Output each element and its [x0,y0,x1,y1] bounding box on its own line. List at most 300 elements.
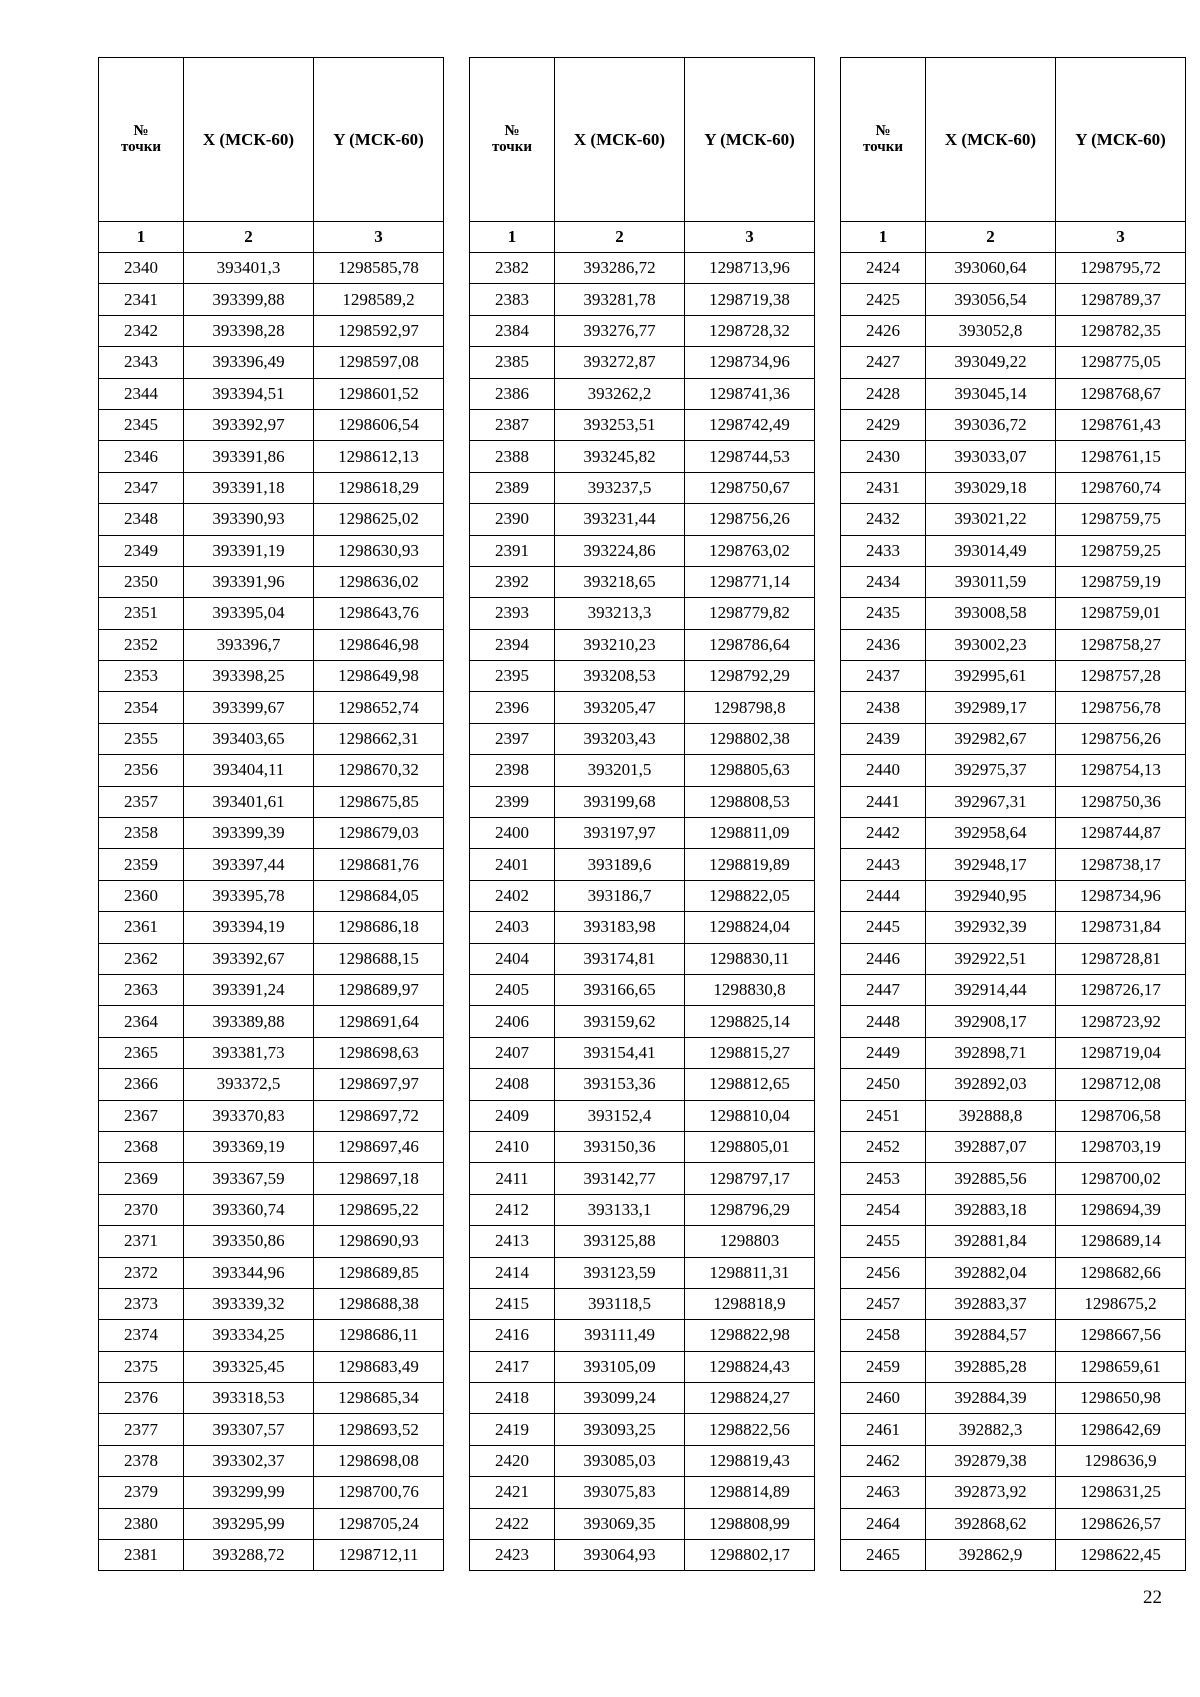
x-coordinate-cell: 393036,72 [926,409,1056,440]
x-coordinate-cell: 393052,8 [926,315,1056,346]
y-coordinate-cell: 1298682,66 [1056,1257,1186,1288]
y-coordinate-cell: 1298681,76 [314,849,444,880]
y-coordinate-cell: 1298636,02 [314,566,444,597]
point-number-cell: 2371 [99,1226,184,1257]
point-number-cell: 2387 [470,409,555,440]
x-coordinate-cell: 392995,61 [926,661,1056,692]
x-coordinate-cell: 393166,65 [555,974,685,1005]
x-coordinate-cell: 393395,78 [184,880,314,911]
table-row [470,912,815,943]
y-coordinate-cell: 1298805,01 [685,1131,815,1162]
point-number-cell: 2433 [841,535,926,566]
table-row [841,661,1186,692]
x-coordinate-cell: 393133,1 [555,1194,685,1225]
table-row [841,723,1186,754]
point-number-cell: 2378 [99,1445,184,1476]
point-number-cell: 2405 [470,974,555,1005]
table-row [841,1257,1186,1288]
y-coordinate-cell: 1298758,27 [1056,629,1186,660]
x-coordinate-cell: 393392,67 [184,943,314,974]
x-coordinate-cell: 392881,84 [926,1226,1056,1257]
table-row [99,1445,444,1476]
num-sign: № [875,122,891,139]
y-coordinate-cell: 1298830,8 [685,974,815,1005]
x-coordinate-cell: 393002,23 [926,629,1056,660]
point-number-cell: 2360 [99,880,184,911]
table-row [470,1320,815,1351]
y-coordinate-cell: 1298630,93 [314,535,444,566]
table-row [99,1320,444,1351]
x-coordinate-cell: 393033,07 [926,441,1056,472]
x-coordinate-cell: 393399,88 [184,284,314,315]
point-number-cell: 2408 [470,1069,555,1100]
y-coordinate-cell: 1298798,8 [685,692,815,723]
x-coordinate-cell: 392882,04 [926,1257,1056,1288]
point-number-cell: 2425 [841,284,926,315]
y-coordinate-cell: 1298690,93 [314,1226,444,1257]
point-number-cell: 2447 [841,974,926,1005]
table-row [470,1194,815,1225]
point-number-cell: 2369 [99,1163,184,1194]
point-number-header [99,58,184,222]
point-number-cell: 2350 [99,566,184,597]
table-row [99,472,444,503]
point-number-cell: 2412 [470,1194,555,1225]
x-coordinate-cell: 392892,03 [926,1069,1056,1100]
num-word: точки [491,138,533,155]
table-row [470,1163,815,1194]
point-number-cell: 2454 [841,1194,926,1225]
y-header: Y (МСК-60) [685,58,815,222]
point-number-cell: 2430 [841,441,926,472]
x-coordinate-cell: 393288,72 [184,1540,314,1571]
point-number-cell: 2423 [470,1540,555,1571]
y-coordinate-cell: 1298694,39 [1056,1194,1186,1225]
table-row [99,347,444,378]
table-row [841,347,1186,378]
y-coordinate-cell: 1298675,85 [314,786,444,817]
x-coordinate-cell: 393045,14 [926,378,1056,409]
table-row [470,598,815,629]
point-number-cell: 2421 [470,1477,555,1508]
y-coordinate-cell: 1298685,34 [314,1383,444,1414]
x-coordinate-cell: 393159,62 [555,1006,685,1037]
y-coordinate-cell: 1298662,31 [314,723,444,754]
table-row [470,1069,815,1100]
y-header: Y (МСК-60) [314,58,444,222]
point-number-cell: 2415 [470,1288,555,1319]
point-number-cell: 2448 [841,1006,926,1037]
x-coordinate-cell: 393339,32 [184,1288,314,1319]
y-coordinate-cell: 1298643,76 [314,598,444,629]
y-coordinate-cell: 1298698,08 [314,1445,444,1476]
x-coordinate-cell: 393334,25 [184,1320,314,1351]
coordinate-table-3 [840,57,1186,1571]
point-number-cell: 2449 [841,1037,926,1068]
point-number-header [841,58,926,222]
y-coordinate-cell: 1298712,08 [1056,1069,1186,1100]
y-coordinate-cell: 1298697,72 [314,1100,444,1131]
x-coordinate-cell: 393392,97 [184,409,314,440]
table-row [99,661,444,692]
x-coordinate-cell: 393208,53 [555,661,685,692]
x-coordinate-cell: 393075,83 [555,1477,685,1508]
y-coordinate-cell: 1298625,02 [314,504,444,535]
x-coordinate-cell: 393299,99 [184,1477,314,1508]
point-number-cell: 2410 [470,1131,555,1162]
y-coordinate-cell: 1298693,52 [314,1414,444,1445]
table-row [841,692,1186,723]
x-coordinate-cell: 392989,17 [926,692,1056,723]
x-coordinate-cell: 393360,74 [184,1194,314,1225]
point-number-cell: 2416 [470,1320,555,1351]
point-number-cell: 2351 [99,598,184,629]
table-row [99,1069,444,1100]
table-row [99,723,444,754]
table-row [99,378,444,409]
y-coordinate-cell: 1298631,25 [1056,1477,1186,1508]
point-number-cell: 2386 [470,378,555,409]
y-coordinate-cell: 1298713,96 [685,253,815,284]
x-coordinate-cell: 393183,98 [555,912,685,943]
point-number-cell: 2444 [841,880,926,911]
point-number-cell: 2343 [99,347,184,378]
x-coordinate-cell: 393014,49 [926,535,1056,566]
table-row [841,943,1186,974]
table-row [99,849,444,880]
x-coordinate-cell: 392914,44 [926,974,1056,1005]
x-coordinate-cell: 393318,53 [184,1383,314,1414]
y-coordinate-cell: 1298759,75 [1056,504,1186,535]
point-number-cell: 2366 [99,1069,184,1100]
point-number-cell: 2389 [470,472,555,503]
x-coordinate-cell: 393369,19 [184,1131,314,1162]
point-number-cell: 2399 [470,786,555,817]
y-coordinate-cell: 1298782,35 [1056,315,1186,346]
y-coordinate-cell: 1298675,2 [1056,1288,1186,1319]
x-coordinate-cell: 393189,6 [555,849,685,880]
x-coordinate-cell: 392868,62 [926,1508,1056,1539]
table-row [841,1194,1186,1225]
x-coordinate-cell: 392948,17 [926,849,1056,880]
point-number-cell: 2344 [99,378,184,409]
x-coordinate-cell: 393237,5 [555,472,685,503]
table-row [99,253,444,284]
coordinate-table-1 [98,57,444,1571]
point-number-cell: 2456 [841,1257,926,1288]
table-row [841,441,1186,472]
table-row [470,472,815,503]
table-row [841,849,1186,880]
x-coordinate-cell: 393060,64 [926,253,1056,284]
y-coordinate-cell: 1298697,97 [314,1069,444,1100]
point-number-cell: 2451 [841,1100,926,1131]
x-coordinate-cell: 393093,25 [555,1414,685,1445]
x-coordinate-cell: 393111,49 [555,1320,685,1351]
table-row [841,1508,1186,1539]
y-coordinate-cell: 1298697,18 [314,1163,444,1194]
y-coordinate-cell: 1298771,14 [685,566,815,597]
table-row [841,1477,1186,1508]
y-coordinate-cell: 1298786,64 [685,629,815,660]
point-number-cell: 2463 [841,1477,926,1508]
x-coordinate-cell: 393381,73 [184,1037,314,1068]
table-row [99,1414,444,1445]
y-coordinate-cell: 1298659,61 [1056,1351,1186,1382]
coordinate-tables [98,57,1186,1571]
table-row [99,315,444,346]
table-row [470,566,815,597]
x-coordinate-cell: 393049,22 [926,347,1056,378]
y-coordinate-cell: 1298763,02 [685,535,815,566]
x-coordinate-cell: 393203,43 [555,723,685,754]
point-number-cell: 2457 [841,1288,926,1319]
y-coordinate-cell: 1298652,74 [314,692,444,723]
y-coordinate-cell: 1298812,65 [685,1069,815,1100]
y-coordinate-cell: 1298698,63 [314,1037,444,1068]
point-number-cell: 2358 [99,818,184,849]
y-coordinate-cell: 1298811,31 [685,1257,815,1288]
y-coordinate-cell: 1298606,54 [314,409,444,440]
point-number-cell: 2373 [99,1288,184,1319]
table-row [470,441,815,472]
point-number-cell: 2459 [841,1351,926,1382]
x-coordinate-cell: 393391,19 [184,535,314,566]
x-coordinate-cell: 393391,18 [184,472,314,503]
table-row [99,1508,444,1539]
table-row [99,1288,444,1319]
x-coordinate-cell: 393245,82 [555,441,685,472]
y-coordinate-cell: 1298689,85 [314,1257,444,1288]
y-coordinate-cell: 1298744,53 [685,441,815,472]
x-coordinate-cell: 393186,7 [555,880,685,911]
table-row [470,1006,815,1037]
y-coordinate-cell: 1298667,56 [1056,1320,1186,1351]
y-coordinate-cell: 1298830,11 [685,943,815,974]
y-coordinate-cell: 1298703,19 [1056,1131,1186,1162]
point-number-cell: 2455 [841,1226,926,1257]
x-coordinate-cell: 393231,44 [555,504,685,535]
num-word: точки [120,138,162,155]
point-number-cell: 2434 [841,566,926,597]
point-number-cell: 2407 [470,1037,555,1068]
x-coordinate-cell: 392873,92 [926,1477,1056,1508]
table-row [470,1100,815,1131]
table-row [99,1351,444,1382]
x-coordinate-cell: 393154,41 [555,1037,685,1068]
x-coordinate-cell: 393295,99 [184,1508,314,1539]
point-number-cell: 2424 [841,253,926,284]
point-number-cell: 2354 [99,692,184,723]
table-row [841,1320,1186,1351]
point-number-cell: 2383 [470,284,555,315]
x-header: X (МСК-60) [555,58,685,222]
y-coordinate-cell: 1298719,04 [1056,1037,1186,1068]
table-row [841,504,1186,535]
x-coordinate-cell: 393213,3 [555,598,685,629]
y-coordinate-cell: 1298601,52 [314,378,444,409]
column-index: 1 [470,222,555,253]
x-coordinate-cell: 393029,18 [926,472,1056,503]
table-row [470,661,815,692]
point-number-cell: 2381 [99,1540,184,1571]
table-row [841,253,1186,284]
table-row [841,1414,1186,1445]
x-coordinate-cell: 393399,39 [184,818,314,849]
x-coordinate-cell: 392922,51 [926,943,1056,974]
y-coordinate-cell: 1298760,74 [1056,472,1186,503]
y-coordinate-cell: 1298618,29 [314,472,444,503]
y-coordinate-cell: 1298592,97 [314,315,444,346]
x-coordinate-cell: 393262,2 [555,378,685,409]
y-coordinate-cell: 1298759,25 [1056,535,1186,566]
x-coordinate-cell: 393125,88 [555,1226,685,1257]
y-coordinate-cell: 1298744,87 [1056,818,1186,849]
x-coordinate-cell: 393276,77 [555,315,685,346]
point-number-cell: 2422 [470,1508,555,1539]
table-body [841,253,1186,1571]
x-coordinate-cell: 393056,54 [926,284,1056,315]
point-number-cell: 2394 [470,629,555,660]
point-number-cell: 2345 [99,409,184,440]
num-word: точки [862,138,904,155]
table-row [470,409,815,440]
table-row [841,818,1186,849]
table-row [470,755,815,786]
table-row [841,1006,1186,1037]
point-number-cell: 2452 [841,1131,926,1162]
point-number-cell: 2388 [470,441,555,472]
x-coordinate-cell: 393404,11 [184,755,314,786]
column-index: 3 [314,222,444,253]
y-coordinate-cell: 1298686,18 [314,912,444,943]
y-coordinate-cell: 1298689,97 [314,974,444,1005]
table-row [99,692,444,723]
point-number-cell: 2419 [470,1414,555,1445]
table-row [841,1163,1186,1194]
x-coordinate-cell: 393008,58 [926,598,1056,629]
y-coordinate-cell: 1298642,69 [1056,1414,1186,1445]
point-number-cell: 2420 [470,1445,555,1476]
table-row [841,535,1186,566]
point-number-cell: 2402 [470,880,555,911]
table-row [841,786,1186,817]
table-row [470,535,815,566]
table-row [470,504,815,535]
table-row [470,1226,815,1257]
point-number-cell: 2347 [99,472,184,503]
y-coordinate-cell: 1298795,72 [1056,253,1186,284]
point-number-cell: 2348 [99,504,184,535]
x-coordinate-cell: 393253,51 [555,409,685,440]
y-coordinate-cell: 1298723,92 [1056,1006,1186,1037]
point-number-cell: 2362 [99,943,184,974]
x-coordinate-cell: 393021,22 [926,504,1056,535]
table-row [841,880,1186,911]
point-number-cell: 2355 [99,723,184,754]
point-number-cell: 2384 [470,315,555,346]
x-coordinate-cell: 393398,28 [184,315,314,346]
y-coordinate-cell: 1298691,64 [314,1006,444,1037]
table-body [99,253,444,1571]
point-number-cell: 2403 [470,912,555,943]
y-coordinate-cell: 1298803 [685,1226,815,1257]
x-coordinate-cell: 393391,86 [184,441,314,472]
table-row [470,629,815,660]
point-number-cell: 2443 [841,849,926,880]
table-row [470,1257,815,1288]
point-number-cell: 2341 [99,284,184,315]
table-row [841,1131,1186,1162]
x-coordinate-cell: 392975,37 [926,755,1056,786]
y-coordinate-cell: 1298622,45 [1056,1540,1186,1571]
x-coordinate-cell: 393302,37 [184,1445,314,1476]
point-number-cell: 2406 [470,1006,555,1037]
y-coordinate-cell: 1298802,38 [685,723,815,754]
point-number-cell: 2400 [470,818,555,849]
x-coordinate-cell: 393401,61 [184,786,314,817]
point-number-cell: 2374 [99,1320,184,1351]
point-number-cell: 2418 [470,1383,555,1414]
x-coordinate-cell: 393142,77 [555,1163,685,1194]
point-number-cell: 2365 [99,1037,184,1068]
x-coordinate-cell: 392883,18 [926,1194,1056,1225]
table-row [99,818,444,849]
x-coordinate-cell: 393325,45 [184,1351,314,1382]
table-row [470,849,815,880]
point-number-cell: 2417 [470,1351,555,1382]
table-row [470,723,815,754]
table-row [841,1288,1186,1319]
coordinate-table-2 [469,57,815,1571]
point-number-cell: 2398 [470,755,555,786]
point-number-cell: 2353 [99,661,184,692]
point-number-cell: 2428 [841,378,926,409]
y-coordinate-cell: 1298805,63 [685,755,815,786]
y-coordinate-cell: 1298797,17 [685,1163,815,1194]
point-number-cell: 2367 [99,1100,184,1131]
y-coordinate-cell: 1298636,9 [1056,1445,1186,1476]
point-number-cell: 2370 [99,1194,184,1225]
table-row [99,786,444,817]
y-coordinate-cell: 1298731,84 [1056,912,1186,943]
table-row [470,284,815,315]
header-row [841,58,1186,222]
table-row [470,1037,815,1068]
table-row [841,315,1186,346]
point-number-cell: 2441 [841,786,926,817]
x-coordinate-cell: 393099,24 [555,1383,685,1414]
column-index-row [470,222,815,253]
point-number-header [470,58,555,222]
y-coordinate-cell: 1298734,96 [685,347,815,378]
table-row [841,912,1186,943]
y-coordinate-cell: 1298824,04 [685,912,815,943]
table-row [841,566,1186,597]
x-coordinate-cell: 392887,07 [926,1131,1056,1162]
table-row [99,1257,444,1288]
table-row [470,1477,815,1508]
point-number-cell: 2435 [841,598,926,629]
y-coordinate-cell: 1298761,15 [1056,441,1186,472]
x-coordinate-cell: 393391,24 [184,974,314,1005]
y-coordinate-cell: 1298759,19 [1056,566,1186,597]
point-number-cell: 2390 [470,504,555,535]
y-coordinate-cell: 1298688,15 [314,943,444,974]
x-coordinate-cell: 392958,64 [926,818,1056,849]
y-coordinate-cell: 1298688,38 [314,1288,444,1319]
x-coordinate-cell: 393399,67 [184,692,314,723]
